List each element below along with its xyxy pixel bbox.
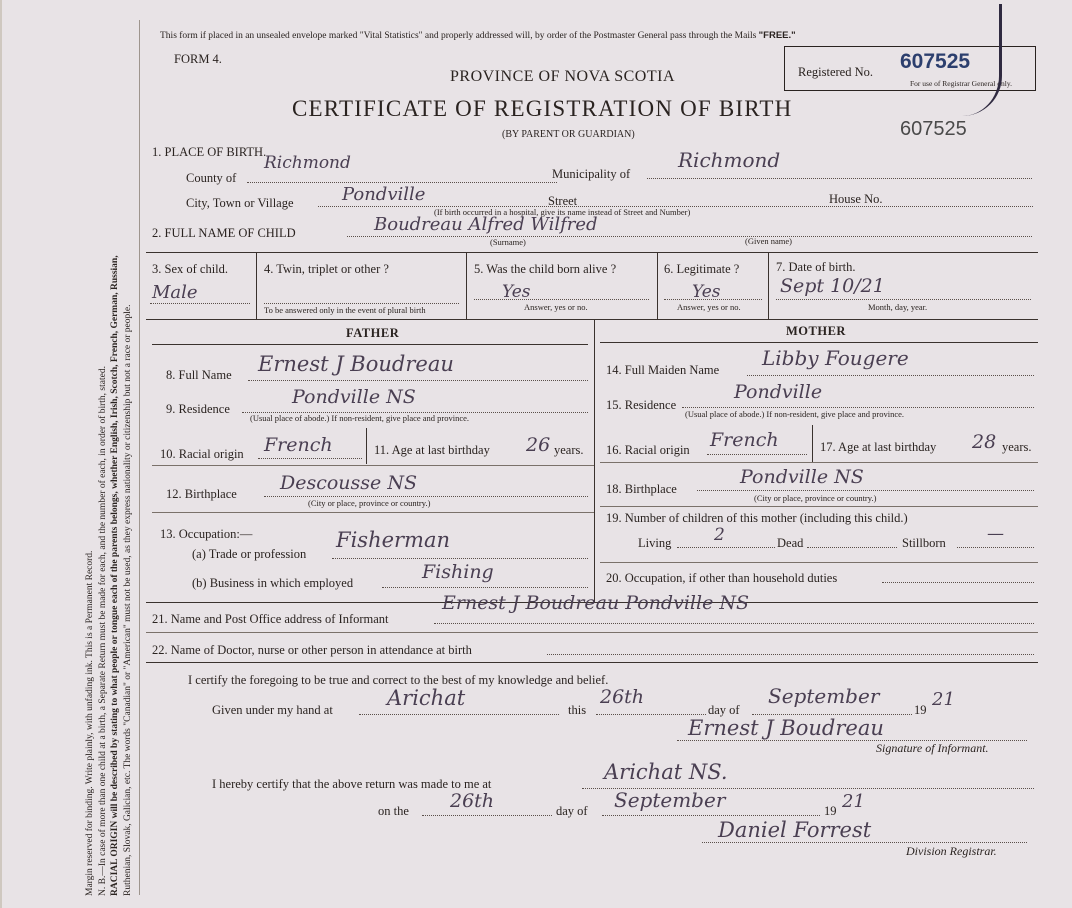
father-race-line: [258, 458, 362, 459]
mother-residence-line: [682, 407, 1034, 408]
mother-birthplace-note: (City or place, province or country.): [754, 493, 877, 503]
margin-divider: [139, 20, 140, 895]
mail-free: "FREE.": [758, 30, 796, 41]
sex-value: Male: [152, 282, 198, 303]
margin-note-1: Margin reserved for binding. Write plainly, with unfading ink. This is a Permanent Record.: [85, 550, 95, 896]
business-value: Fishing: [422, 561, 494, 583]
mother-birthplace-label: 18. Birthplace: [606, 482, 677, 496]
on-month-line: [602, 815, 820, 816]
mother-occupation-label: 20. Occupation, if other than household duties: [606, 571, 838, 585]
rule-row3-top: [146, 252, 1038, 253]
province-heading: PROVINCE OF NOVA SCOTIA: [450, 68, 676, 85]
legitimate-label: 6. Legitimate ?: [664, 262, 740, 276]
pen-mark-icon: [962, 4, 1002, 116]
father-birthplace-value: Descousse NS: [280, 472, 417, 494]
rule-col1: [256, 252, 257, 319]
rule-father: [152, 344, 588, 345]
rule-mother-age: [812, 425, 813, 462]
legitimate-line: [664, 299, 762, 300]
mail-note: [160, 30, 796, 41]
given-place: Arichat: [387, 686, 466, 710]
on-label: on the: [378, 804, 409, 818]
father-name-label: 8. Full Name: [166, 368, 232, 382]
given-label: Given under my hand at: [212, 703, 333, 717]
father-age-unit: years.: [554, 443, 584, 457]
registered-label: Registered No.: [798, 65, 873, 79]
twin-label: 4. Twin, triplet or other ?: [264, 262, 389, 276]
mother-occupation-line: [882, 582, 1034, 583]
stillborn-label: Stillborn: [902, 536, 946, 550]
rule-father-race: [152, 465, 594, 466]
margin-note-2: N. B.—In case of more than one child at a birth, a Separate Return must be made for each, and the number of each, in order of birth, stated.: [97, 366, 108, 896]
business-label: (b) Business in which employed: [192, 576, 354, 590]
child-name-label: 2. FULL NAME OF CHILD: [152, 226, 296, 240]
given-dayof-label: day of: [708, 703, 740, 717]
registrar-note: For use of Registrar General only.: [910, 79, 1012, 88]
place-of-birth-label: 1. PLACE OF BIRTH.: [152, 145, 267, 159]
mother-name-line: [747, 375, 1034, 376]
house-label: House No.: [829, 192, 883, 206]
margin-instructions: [84, 16, 134, 896]
informant-signature: Ernest J Boudreau: [688, 716, 884, 740]
rule-children: [600, 562, 1038, 563]
mother-age-value: 28: [972, 431, 997, 453]
rule-father-age: [366, 428, 367, 464]
registered-number: 607525: [900, 50, 971, 73]
on-month: September: [614, 788, 726, 812]
municipality-label: Municipality of: [552, 167, 631, 181]
rule-col3: [657, 252, 658, 319]
given-day: 26th: [600, 686, 645, 708]
this-label: this: [568, 703, 587, 717]
father-age-label: 11. Age at last birthday: [374, 443, 490, 457]
return-label: I hereby certify that the above return was made to me at: [212, 777, 492, 791]
mother-birthplace-value: Pondville NS: [740, 466, 864, 488]
stillborn-line: [957, 547, 1034, 548]
mother-birthplace-line: [697, 490, 1034, 491]
trade-line: [332, 558, 588, 559]
informant-signature-label: Signature of Informant.: [876, 741, 989, 755]
father-name-line: [248, 380, 588, 381]
informant-line: [434, 623, 1034, 624]
rule-father-birthplace: [152, 512, 594, 513]
living-line: [677, 547, 775, 548]
doctor-line: [547, 654, 1034, 655]
on-day-line: [422, 815, 552, 816]
date-value: Sept 10/21: [780, 275, 885, 297]
dead-line: [807, 547, 897, 548]
trade-label: (a) Trade or profession: [192, 547, 307, 561]
county-line: [247, 182, 557, 183]
county-value: Richmond: [264, 153, 351, 173]
father-residence-label: 9. Residence: [166, 402, 230, 416]
date-line: [776, 299, 1031, 300]
date-note: Month, day, year.: [868, 302, 928, 312]
children-label: 19. Number of children of this mother (including this child.): [606, 511, 908, 525]
municipality-value: Richmond: [678, 148, 781, 172]
informant-label: 21. Name and Post Office address of Informant: [152, 612, 389, 626]
rule-doctor-bottom: [146, 662, 1038, 663]
on-dayof-label: day of: [556, 804, 588, 818]
trade-value: Fisherman: [336, 528, 451, 552]
dead-label: Dead: [777, 536, 804, 550]
return-place: Arichat NS.: [604, 760, 728, 784]
given-place-line: [359, 714, 559, 715]
rule-informant-bottom: [146, 632, 1038, 633]
hospital-note: (If birth occurred in a hospital, give its name instead of Street and Number): [434, 207, 691, 217]
informant-value: Ernest J Boudreau Pondville NS: [442, 592, 749, 614]
given-note: (Given name): [745, 236, 792, 246]
alive-value: Yes: [502, 282, 531, 302]
rule-mother: [600, 342, 1038, 343]
rule-row3-bottom: [146, 319, 1038, 320]
rule-col4: [768, 252, 769, 319]
mother-race-label: 16. Racial origin: [606, 443, 690, 457]
father-birthplace-line: [264, 496, 588, 497]
stillborn-value: —: [987, 524, 1004, 544]
city-label: City, Town or Village: [186, 196, 294, 210]
mother-name-value: Libby Fougere: [762, 346, 909, 370]
father-residence-value: Pondville NS: [292, 386, 416, 408]
certify-statement: I certify the foregoing to be true and correct to the best of my knowledge and belief.: [188, 673, 609, 687]
legitimate-value: Yes: [692, 282, 721, 302]
given-day-line: [596, 714, 706, 715]
mother-age-unit: years.: [1002, 440, 1032, 454]
on-year: 21: [842, 791, 865, 812]
twin-note: To be answered only in the event of plural birth: [264, 305, 426, 315]
father-birthplace-note: (City or place, province or country.): [308, 498, 431, 508]
mother-age-label: 17. Age at last birthday: [820, 440, 937, 454]
father-race-value: French: [264, 434, 333, 456]
given-year-prefix: 19: [914, 703, 927, 717]
mother-residence-note: (Usual place of abode.) If non-resident, give place and province.: [685, 409, 905, 419]
alive-note: Answer, yes or no.: [524, 302, 588, 312]
child-name-line: [347, 236, 1032, 237]
sex-line: [150, 303, 250, 304]
registrar-signature-line: [702, 842, 1027, 843]
registrar-signature: Daniel Forrest: [718, 818, 872, 842]
father-heading: FATHER: [346, 326, 400, 340]
on-year-prefix: 19: [824, 804, 837, 818]
mother-name-label: 14. Full Maiden Name: [606, 363, 720, 377]
rule-mother-race: [600, 462, 1038, 463]
mother-heading: MOTHER: [786, 324, 846, 338]
margin-note-4: Ruthenian, Slovak, Galician, etc. The words "Canadian" or "American" must not be used, as they express nationality or citizenship but not a race or people.: [122, 304, 133, 896]
mother-residence-label: 15. Residence: [606, 398, 677, 412]
living-label: Living: [638, 536, 672, 550]
doctor-label: 22. Name of Doctor, nurse or other person in attendance at birth: [152, 643, 472, 657]
municipality-line: [647, 178, 1032, 179]
on-day: 26th: [450, 790, 495, 812]
rule-col2: [466, 252, 467, 319]
rule-parents-divider: [594, 320, 595, 602]
surname-note: (Surname): [490, 237, 526, 247]
father-residence-note: (Usual place of abode.) If non-resident, give place and province.: [250, 413, 470, 423]
father-birthplace-label: 12. Birthplace: [166, 487, 237, 501]
mail-note-text: This form if placed in an unsealed envelope marked "Vital Statistics" and properly addressed will, by order of the Postmaster General pass through the Mails: [160, 31, 757, 41]
given-year: 21: [932, 689, 955, 710]
page-title: CERTIFICATE OF REGISTRATION OF BIRTH: [292, 96, 793, 121]
sex-label: 3. Sex of child.: [152, 262, 229, 276]
form-number: FORM 4.: [174, 52, 222, 66]
business-line: [382, 587, 588, 588]
registrar-label: Division Registrar.: [906, 844, 997, 858]
given-month: September: [768, 684, 880, 708]
mother-race-value: French: [710, 429, 779, 451]
margin-note-3: RACIAL ORIGIN will be described by stating to what people or tongue each of the parents belongs, whether English, Irish, Scotch, French, German, Russian,: [110, 255, 120, 896]
occupation-label: 13. Occupation:—: [160, 527, 253, 541]
city-value: Pondville: [342, 184, 426, 205]
page-subtitle: (BY PARENT OR GUARDIAN): [502, 129, 635, 140]
father-age-value: 26: [526, 434, 551, 456]
legitimate-note: Answer, yes or no.: [677, 302, 741, 312]
rule-mother-birthplace: [600, 506, 1038, 507]
alive-line: [474, 299, 649, 300]
street-label: Street: [548, 194, 578, 208]
given-month-line: [752, 714, 912, 715]
alive-label: 5. Was the child born alive ?: [474, 262, 617, 276]
twin-line: [264, 303, 459, 304]
mother-residence-value: Pondville: [734, 381, 823, 403]
date-label: 7. Date of birth.: [776, 260, 856, 274]
child-name-value: Boudreau Alfred Wilfred: [374, 214, 598, 235]
stamp-number: 607525: [900, 118, 967, 140]
living-value: 2: [714, 525, 725, 545]
father-name-value: Ernest J Boudreau: [258, 352, 454, 376]
mother-race-line: [707, 454, 807, 455]
father-race-label: 10. Racial origin: [160, 447, 244, 461]
county-label: County of: [186, 171, 237, 185]
